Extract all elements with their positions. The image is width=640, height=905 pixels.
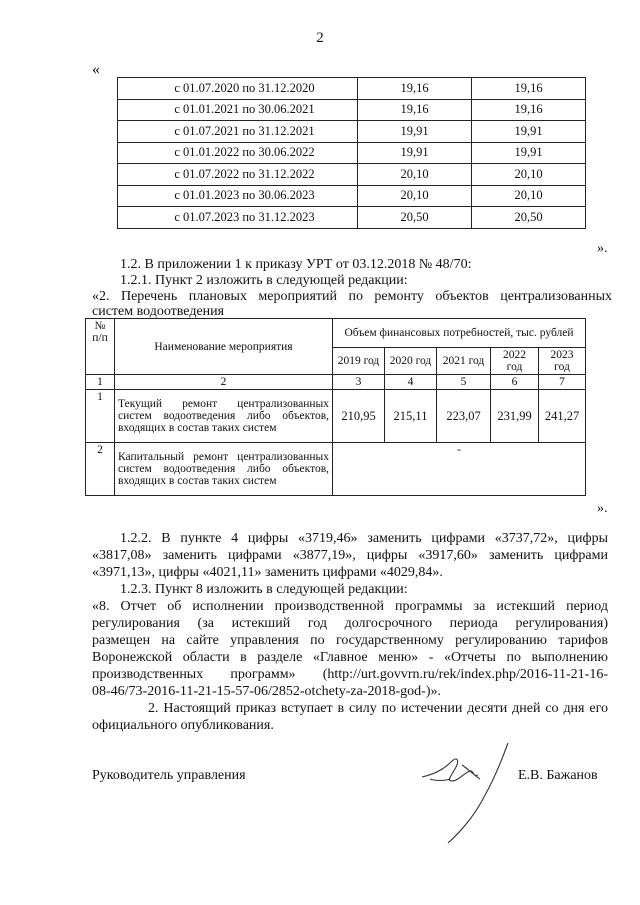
col-number: 1 bbox=[86, 375, 115, 390]
rates-row bbox=[118, 99, 586, 121]
rates-row bbox=[118, 78, 586, 100]
header-num: № п/п bbox=[86, 319, 115, 375]
signer-title: Руководитель управления bbox=[92, 768, 246, 783]
table-row bbox=[86, 390, 586, 443]
point-8-line-4: Воронежской области в разделе «Главное меню» - «Отчеты по выполнению bbox=[92, 650, 608, 665]
year-2021: 2021 год bbox=[437, 348, 491, 375]
rates-row bbox=[118, 207, 586, 229]
rate-period: с 01.01.2023 по 30.06.2023 bbox=[118, 185, 358, 207]
rate-value-2: 19,16 bbox=[472, 99, 586, 121]
rate-value-1: 20,50 bbox=[358, 207, 472, 229]
paragraph-1-2-2-line-3: «3971,13», цифры «4021,11» заменить цифрами «4029,84». bbox=[92, 565, 443, 580]
paragraph-1-2-1: 1.2.1. Пункт 2 изложить в следующей редакции: bbox=[120, 273, 408, 288]
year-2020: 2020 год bbox=[385, 348, 437, 375]
rate-value-2: 20,10 bbox=[472, 185, 586, 207]
rates-row bbox=[118, 185, 586, 207]
heading-line-1: «2. Перечень плановых мероприятий по ремонту объектов централизованных bbox=[92, 289, 612, 304]
rate-period: с 01.01.2021 по 30.06.2021 bbox=[118, 99, 358, 121]
plan-table bbox=[85, 318, 586, 496]
rate-period: с 01.07.2022 по 31.12.2022 bbox=[118, 164, 358, 186]
row-value: 223,07 bbox=[437, 390, 491, 443]
header-name: Наименование мероприятия bbox=[115, 319, 333, 375]
row-num: 1 bbox=[86, 390, 115, 443]
point-8-line-2: регулирования (за истекший год долгосрочного периода регулирования) bbox=[92, 616, 608, 631]
row-value: 215,11 bbox=[385, 390, 437, 443]
rate-value-1: 19,16 bbox=[358, 99, 472, 121]
rate-value-1: 20,10 bbox=[358, 185, 472, 207]
row-dash: - bbox=[333, 443, 586, 496]
row-value: 241,27 bbox=[539, 390, 586, 443]
year-2022: 2022 год bbox=[491, 348, 539, 375]
signature-icon bbox=[400, 735, 530, 855]
closing-quote-2: ». bbox=[597, 501, 608, 516]
col-number: 5 bbox=[437, 375, 491, 390]
rate-value-1: 19,91 bbox=[358, 142, 472, 164]
table-row bbox=[86, 443, 586, 496]
paragraph-1-2-3: 1.2.3. Пункт 8 изложить в следующей редакции: bbox=[120, 582, 408, 597]
heading-line-2: систем водоотведения bbox=[92, 304, 225, 319]
rates-row bbox=[118, 164, 586, 186]
paragraph-1-2-2-line-1: 1.2.2. В пункте 4 цифры «3719,46» заменить цифрами «3737,72», цифры bbox=[120, 531, 608, 546]
rate-period: с 01.01.2022 по 30.06.2022 bbox=[118, 142, 358, 164]
rate-value-2: 20,50 bbox=[472, 207, 586, 229]
rate-value-1: 19,16 bbox=[358, 78, 472, 100]
col-number: 4 bbox=[385, 375, 437, 390]
paragraph-1-2-2-line-2: «3817,08» заменить цифрами «3877,19», цифры «3917,60» заменить цифрами bbox=[92, 548, 608, 563]
point-8-line-1: «8. Отчет об исполнении производственной программы за истекший период bbox=[92, 599, 608, 614]
col-number: 6 bbox=[491, 375, 539, 390]
rate-value-2: 19,91 bbox=[472, 142, 586, 164]
rate-value-2: 19,91 bbox=[472, 121, 586, 143]
closing-quote-1: ». bbox=[597, 241, 608, 256]
rates-row bbox=[118, 142, 586, 164]
rate-period: с 01.07.2023 по 31.12.2023 bbox=[118, 207, 358, 229]
rates-row bbox=[118, 121, 586, 143]
col-number: 3 bbox=[333, 375, 385, 390]
col-number: 2 bbox=[115, 375, 333, 390]
col-number: 7 bbox=[539, 375, 586, 390]
rate-value-1: 20,10 bbox=[358, 164, 472, 186]
row-value: 231,99 bbox=[491, 390, 539, 443]
rate-period: с 01.07.2021 по 31.12.2021 bbox=[118, 121, 358, 143]
point-8-line-5: производственных программ» (http://urt.govvrn.ru/rek/index.php/2016-11-21-16- bbox=[92, 667, 608, 682]
row-name: Капитальный ремонт централизованных систем водоотведения либо объектов, входящих в состав таких систем bbox=[115, 443, 333, 496]
point-8-line-6: 08-46/73-2016-11-21-15-57-06/2852-otchety-za-2018-god-)». bbox=[92, 684, 442, 699]
paragraph-2-line-1: 2. Настоящий приказ вступает в силу по истечении десяти дней со дня его bbox=[148, 701, 608, 716]
year-2019: 2019 год bbox=[333, 348, 385, 375]
rates-table bbox=[117, 77, 586, 229]
row-name: Текущий ремонт централизованных систем водоотведения либо объектов, входящих в состав таких систем bbox=[115, 390, 333, 443]
paragraph-1-2: 1.2. В приложении 1 к приказу УРТ от 03.12.2018 № 48/70: bbox=[120, 257, 472, 272]
row-value: 210,95 bbox=[333, 390, 385, 443]
signer-name: Е.В. Бажанов bbox=[518, 768, 598, 783]
year-2023: 2023 год bbox=[539, 348, 586, 375]
rate-value-1: 19,91 bbox=[358, 121, 472, 143]
point-8-line-3: размещен на сайте управления по государственному регулированию тарифов bbox=[92, 633, 608, 648]
opening-quote: « bbox=[92, 61, 100, 78]
row-num: 2 bbox=[86, 443, 115, 496]
rate-value-2: 20,10 bbox=[472, 164, 586, 186]
paragraph-2-line-2: официального опубликования. bbox=[92, 718, 274, 733]
rate-period: с 01.07.2020 по 31.12.2020 bbox=[118, 78, 358, 100]
page-number: 2 bbox=[316, 30, 324, 46]
header-volume: Объем финансовых потребностей, тыс. рублей bbox=[333, 319, 586, 348]
rate-value-2: 19,16 bbox=[472, 78, 586, 100]
